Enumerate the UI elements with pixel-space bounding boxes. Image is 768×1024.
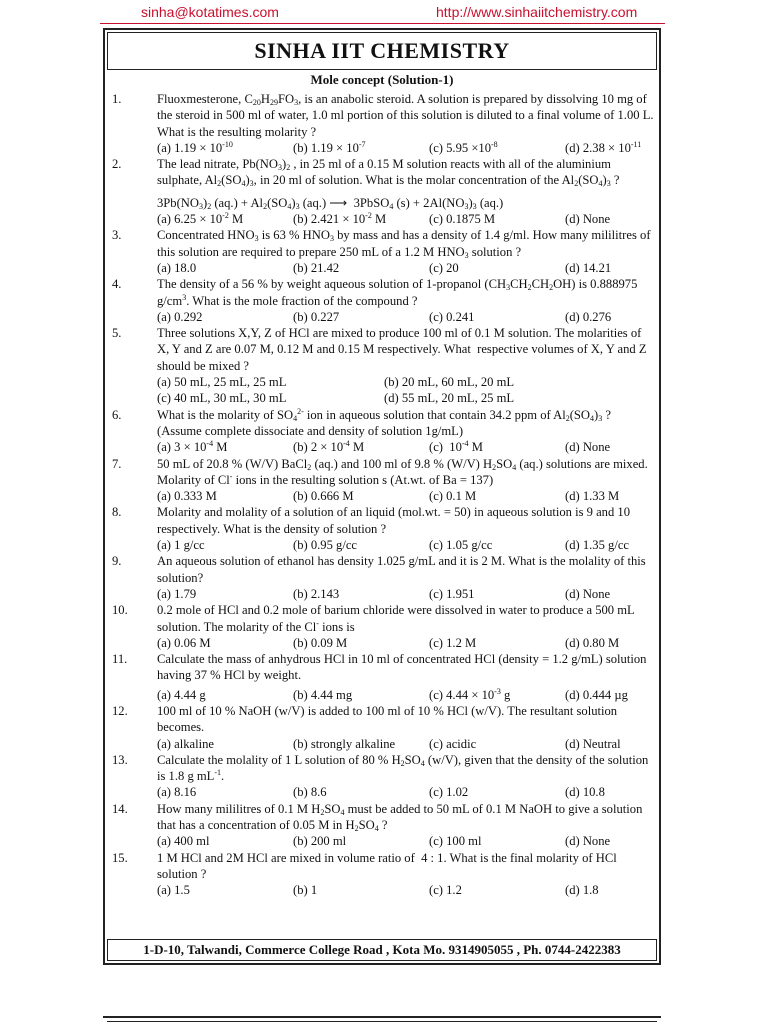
- header-rule: [100, 23, 665, 24]
- option-a: (a) 0.333 M: [157, 489, 217, 504]
- question-6: [105, 407, 659, 456]
- option-b: (b) $2 \times 10^{-4}$ M: [293, 439, 365, 455]
- option-item: (a) 50 mL, 25 mL, 25 mL: [157, 375, 287, 390]
- question-number: 8.: [112, 505, 122, 520]
- option-a: (a) 400 ml: [157, 834, 210, 849]
- option-d: (d) None: [565, 440, 611, 455]
- option-d: (d) 1.33 M: [565, 489, 620, 504]
- option-a: (a) 1 g/cc: [157, 538, 205, 553]
- question-14: [105, 801, 659, 850]
- question-1: [105, 91, 659, 156]
- option-row: [157, 439, 655, 455]
- question-text: 1 M HCl and 2M HCl are mixed in volume ratio of 4 : 1. What is the final molarity of HCl solution ?: [157, 850, 617, 881]
- option-d: (d) 1.8: [565, 883, 599, 898]
- question-text: The lead nitrate, $Pb(NO_3)_2$ , in 25 ml of a 0.15 M solution reacts with all of the aluminium sulphate, $Al_2(SO_4)_3$, in 20 ml of solution. What is the molar concentration of the $Al_2(SO_4)_3$ ?: [157, 157, 620, 189]
- option-row: [157, 374, 655, 390]
- option-d: (d) None: [565, 586, 611, 601]
- question-text: What is the molarity of $SO_4^{2-}$ ion in aqueous solution that contain 34.2 ppm of $Al_2(SO_4)_3$ ? (Assume complete dissociate and density of solution 1g/mL): [157, 406, 611, 438]
- option-d: (d) 0.444 µg: [565, 687, 628, 702]
- option-d: (d) 1.35 g/cc: [565, 538, 629, 553]
- option-row: [157, 537, 655, 553]
- question-number: 13.: [112, 752, 128, 767]
- footer-address: 1-D-10, Talwandi, Commerce College Road , Kota Mo. 9314905055 , Ph. 0744-2422383: [107, 939, 657, 961]
- question-number: 2.: [112, 157, 122, 172]
- option-b: (b) strongly alkaline: [293, 736, 396, 751]
- option-c: (c) 1.05 g/cc: [429, 538, 493, 553]
- question-text: Three solutions X,Y, Z of HCl are mixed to produce 100 ml of 0.1 M solution. The molarities of X, Y and Z are 0.07 M, 0.12 M and 0.15 M respectively. What respective volumes of X, Y and Z should be mixed ?: [157, 326, 647, 373]
- question-12: [105, 703, 659, 752]
- question-number: 12.: [112, 703, 128, 718]
- question-number: 10.: [112, 603, 128, 618]
- option-item: (b) 20 mL, 60 mL, 20 mL: [384, 375, 515, 390]
- option-row: [157, 211, 655, 227]
- question-4: [105, 276, 659, 325]
- option-c: (c) acidic: [429, 736, 477, 751]
- option-b: (b) 21.42: [293, 260, 340, 275]
- question-text: Calculate the molality of 1 L solution of 80 % $H_2SO_4$ (w/V), given that the density of the solution is 1.8 g $mL^{-1}$.: [157, 752, 649, 784]
- option-d: (d) None: [565, 834, 611, 849]
- option-d: (d) 10.8: [565, 785, 605, 800]
- page-title: SINHA IIT CHEMISTRY: [107, 32, 657, 70]
- option-a: (a) 0.06 M: [157, 635, 211, 650]
- option-b: (b) $2.421 \times 10^{-2}$ M: [293, 211, 387, 227]
- option-b: (b) 0.227: [293, 309, 340, 324]
- section-subtitle: Mole concept (Solution-1): [310, 72, 454, 87]
- next-page-border: [103, 1016, 661, 1018]
- question-number: 4.: [112, 277, 122, 292]
- option-a: (a) alkaline: [157, 736, 214, 751]
- option-c: (c) 1.2 M: [429, 635, 477, 650]
- option-b: (b) 2.143: [293, 586, 340, 601]
- question-10: [105, 602, 659, 651]
- option-c: (c) $10^{-4}$ M: [429, 439, 483, 455]
- question-number: 14.: [112, 801, 128, 816]
- option-b: (b) 0.09 M: [293, 635, 348, 650]
- option-c: (c) 20: [429, 260, 459, 275]
- question-8: [105, 504, 659, 553]
- option-a: (a) 18.0: [157, 260, 197, 275]
- question-11: [105, 651, 659, 703]
- option-row: [157, 260, 655, 276]
- option-a: (a) $3 \times 10^{-4}$ M: [157, 439, 228, 455]
- option-d: (d) None: [565, 212, 611, 227]
- option-d: (d) $2.38 \times 10^{-11}$: [565, 139, 642, 155]
- email-link[interactable]: sinha@kotatimes.com: [141, 4, 279, 20]
- question-text: An aqueous solution of ethanol has density 1.025 g/mL and it is 2 M. What is the molality of this solution?: [157, 554, 646, 585]
- option-a: (a) 1.79: [157, 586, 197, 601]
- question-number: 15.: [112, 850, 128, 865]
- question-text: Fluoxmesterone, $C_{20}H_{29}FO_3$, is an anabolic steroid. A solution is prepared by dissolving 10 mg of the steroid in 500 ml of water, 1.0 ml portion of this solution is diluted to a final volume of 1.00 L. What is the resulting molarity ?: [157, 92, 654, 139]
- question-text: 50 mL of 20.8 % (W/V) BaCl$_2$ (aq.) and 100 ml of 9.8 % (W/V) $H_2SO_4$ (aq.) solutions are mixed. Molarity of Cl- ions in the resulting solution s (At.wt. of Ba = 137): [157, 456, 648, 487]
- option-b: (b) 8.6: [293, 785, 327, 800]
- question-13: [105, 752, 659, 801]
- option-a: (a) $6.25 \times 10^{-2}$ M: [157, 211, 244, 227]
- question-text: Calculate the mass of anhydrous HCl in 10 ml of concentrated HCl (density = 1.2 g/mL) solution having 37 % HCl by weight.: [157, 652, 647, 683]
- question-text: Molarity and molality of a solution of an liquid (mol.wt. = 50) in aqueous solution is 9 and 10 respectively. What is the density of solution ?: [157, 505, 631, 536]
- option-b: (b) $1.19 \times 10^{-7}$: [293, 139, 366, 155]
- option-c: (c) 0.1 M: [429, 489, 477, 504]
- option-b: (b) 0.666 M: [293, 489, 354, 504]
- option-c: (c) 1.951: [429, 586, 475, 601]
- question-number: 1.: [112, 92, 122, 106]
- question-15: [105, 850, 659, 899]
- option-a: (a) 8.16: [157, 785, 197, 800]
- option-c: (c) $5.95 \times 10^{-8}$: [429, 139, 498, 155]
- option-c: (c) 100 ml: [429, 834, 482, 849]
- option-a: (a) 0.292: [157, 309, 203, 324]
- option-c: (c) $4.44 \times 10^{-3}$ g: [429, 686, 511, 702]
- option-item: (d) 55 mL, 20 mL, 25 mL: [384, 391, 515, 406]
- question-text: Concentrated $HNO_3$ is 63 % $HNO_3$ by mass and has a density of 1.4 g/ml. How many mililitres of this solution are required to prepare 250 mL of a 1.2 M $HNO_3$ solution ?: [157, 228, 651, 260]
- option-row: [157, 390, 655, 406]
- question-list: [105, 91, 659, 899]
- question-7: [105, 456, 659, 505]
- question-number: 7.: [112, 456, 122, 471]
- question-3: [105, 227, 659, 276]
- option-b: (b) 4.44 mg: [293, 687, 353, 702]
- question-text: The density of a 56 % by weight aqueous solution of 1-propanol $(CH_3CH_2CH_2OH)$ is 0.888975 $g/cm^3$. What is the mole fraction of the compound ?: [157, 277, 638, 308]
- option-row: [157, 309, 655, 325]
- question-number: 9.: [112, 554, 122, 569]
- question-number: 3.: [112, 228, 122, 243]
- option-d: (d) Neutral: [565, 736, 621, 751]
- option-row: [157, 833, 655, 849]
- option-row: [157, 736, 655, 752]
- option-item: (c) 40 mL, 30 mL, 30 mL: [157, 391, 287, 406]
- option-row: [157, 882, 655, 898]
- option-b: (b) 0.95 g/cc: [293, 538, 357, 553]
- reaction-equation: $3Pb(NO_3)_2$ $(aq.) + Al_2(SO_4)_3$ (aq.) ⟶ 3PbSO$_4$ $(s) + 2Al(NO_3)_3$ (aq.): [157, 195, 504, 211]
- website-link[interactable]: http://www.sinhaiitchemistry.com: [436, 4, 638, 20]
- option-c: (c) 1.02: [429, 785, 469, 800]
- option-c: (c) 1.2: [429, 883, 462, 898]
- option-c: (c) 0.241: [429, 309, 475, 324]
- page-frame: [103, 28, 661, 965]
- question-number: 6.: [112, 407, 122, 422]
- question-2: [105, 156, 659, 227]
- option-a: (a) $1.19 \times 10^{-10}$: [157, 139, 233, 155]
- question-9: [105, 553, 659, 602]
- option-a: (a) 1.5: [157, 883, 190, 898]
- question-number: 5.: [112, 326, 122, 341]
- option-c: (c) 0.1875 M: [429, 212, 496, 227]
- question-5: [105, 325, 659, 406]
- option-row: [157, 140, 655, 156]
- option-d: (d) 14.21: [565, 260, 612, 275]
- option-row: [157, 635, 655, 651]
- question-number: 11.: [112, 652, 128, 667]
- next-page-border-inner: [107, 1021, 657, 1022]
- option-a: (a) 4.44 g: [157, 687, 206, 702]
- option-row: [157, 586, 655, 602]
- question-text: 0.2 mole of HCl and 0.2 mole of barium chloride were dissolved in water to produce a 500 mL solution. The molarity of the Cl- ions is: [157, 603, 635, 634]
- option-d: (d) 0.80 M: [565, 635, 620, 650]
- question-text: How many mililitres of 0.1 M $H_2SO_4$ must be added to 50 mL of 0.1 M NaOH to give a solution that has a concentration of 0.05 M in $H_2SO_4$ ?: [157, 801, 643, 834]
- option-row: [157, 687, 655, 703]
- option-b: (b) 1: [293, 883, 318, 898]
- option-d: (d) 0.276: [565, 309, 612, 324]
- option-b: (b) 200 ml: [293, 834, 347, 849]
- option-row: [157, 488, 655, 504]
- option-row: [157, 784, 655, 800]
- question-text: 100 ml of 10 % NaOH (w/V) is added to 100 ml of 10 % HCl (w/V). The resultant solution becomes.: [157, 703, 618, 735]
